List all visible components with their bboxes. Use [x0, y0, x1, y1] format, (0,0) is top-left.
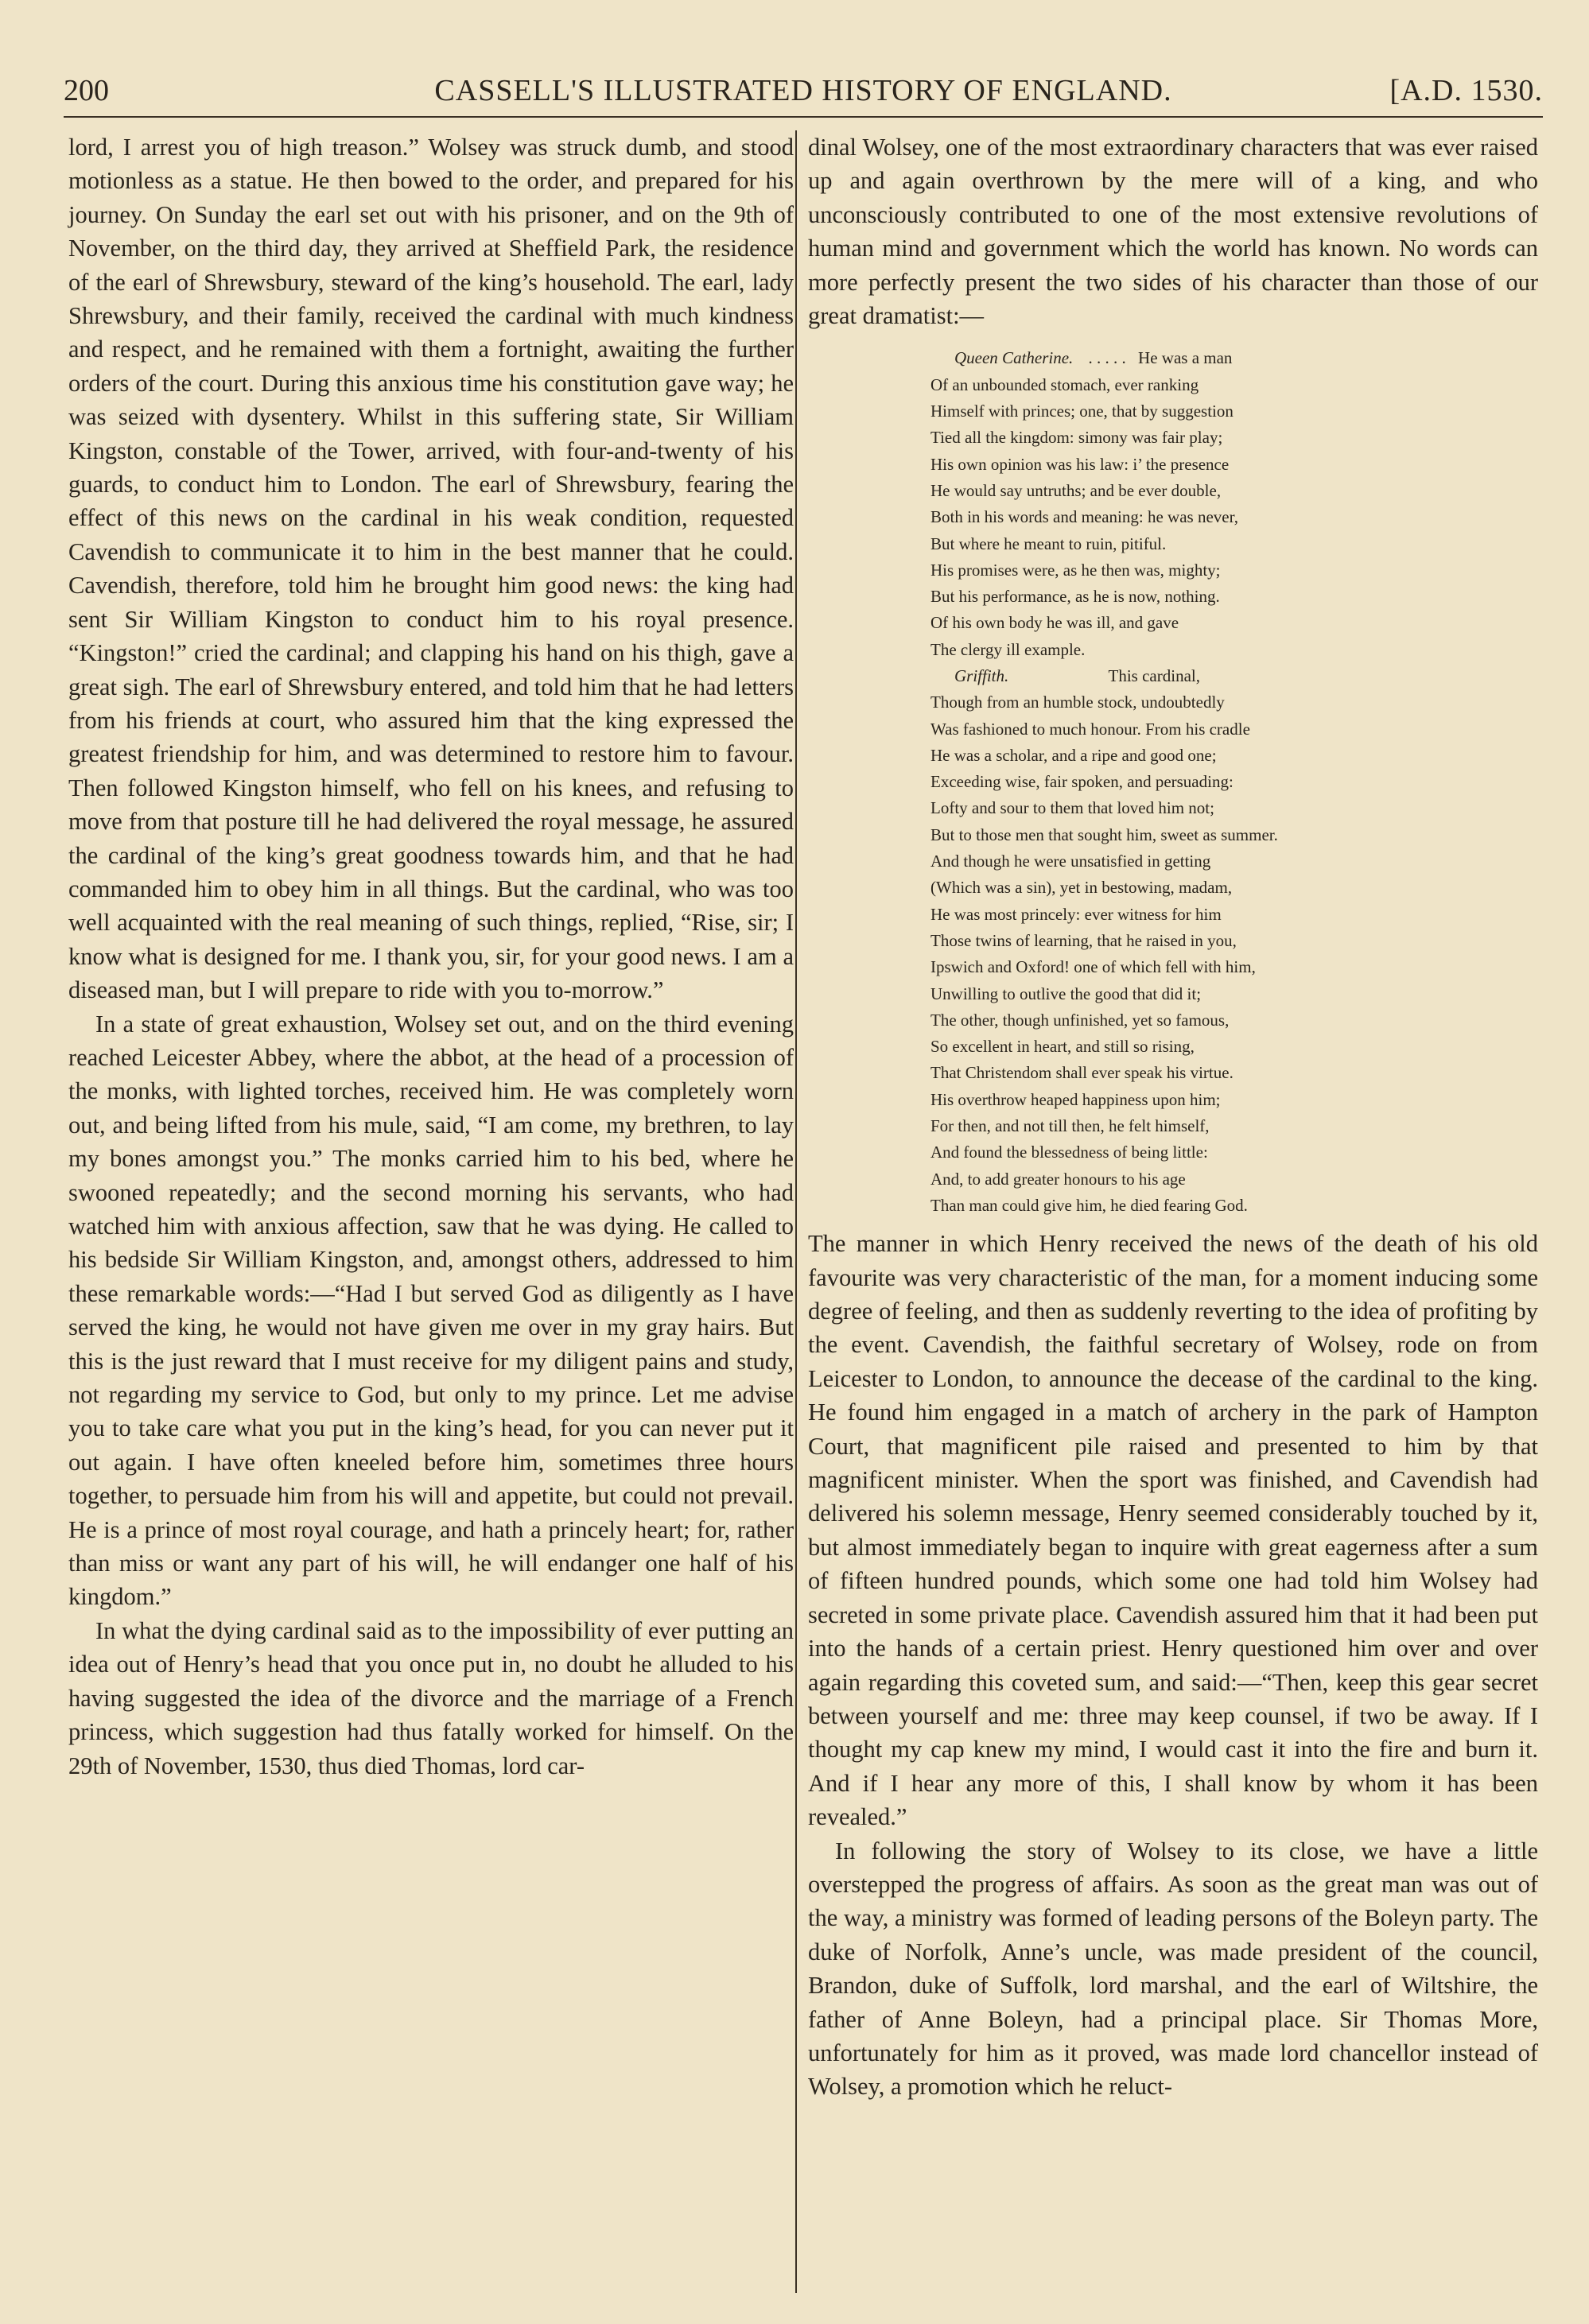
verse-line: Exceeding wise, fair spoken, and persuading:: [930, 772, 1234, 792]
right-column: [808, 130, 1538, 2104]
speaker-name: Queen Catherine.: [954, 348, 1074, 368]
verse-line: His overthrow heaped happiness upon him;: [930, 1089, 1221, 1109]
left-column: [68, 130, 794, 1783]
verse-line: So excellent in heart, and still so rising,: [930, 1037, 1195, 1057]
verse-line: Tied all the kingdom: simony was fair play;: [930, 428, 1223, 448]
verse-line: And found the blessedness of being little:: [930, 1143, 1208, 1162]
verse-line: Unwilling to outlive the good that did it;: [930, 984, 1202, 1003]
verse-speaker-line: [930, 663, 1538, 689]
verse-line: His promises were, as he then was, mighty;: [930, 560, 1221, 580]
verse-line: Of an unbounded stomach, ever ranking: [930, 374, 1199, 394]
verse-lines-griffith: [930, 689, 1538, 1219]
verse-line: Ipswich and Oxford! one of which fell with him,: [930, 957, 1256, 977]
speaker-dots: . . . . .: [1088, 348, 1126, 368]
page-header: [64, 73, 1543, 113]
header-rule: [64, 116, 1543, 118]
verse-line: Though from an humble stock, undoubtedly: [930, 693, 1225, 712]
verse-line: And, to add greater honours to his age: [930, 1169, 1186, 1189]
verse-line: But his performance, as he is now, nothing.: [930, 587, 1220, 607]
verse-line: His own opinion was his law: i’ the presence: [930, 454, 1230, 474]
verse-line: He would say untruths; and be ever double,: [930, 480, 1222, 500]
verse-line: Lofty and sour to them that loved him not;: [930, 798, 1214, 818]
running-title: CASSELL'S ILLUSTRATED HISTORY OF ENGLAND.: [434, 74, 1172, 107]
paragraph: In what the dying cardinal said as to the impossibility of ever putting an idea out of Henry’s head that you once put in, no doubt he alluded to his having suggested the idea of the divorce and the marriage of a French princess, which suggestion had thus fatally worked for himself. On the 29th of November, 1530, thus died Thomas, lord car-: [68, 1616, 794, 1779]
verse-line: He was most princely: ever witness for him: [930, 904, 1222, 924]
verse-line: Those twins of learning, that he raised in you,: [930, 930, 1237, 950]
column-rule: [795, 130, 797, 2293]
paragraph: lord, I arrest you of high treason.” Wolsey was struck dumb, and stood motionless as a statue. He then bowed to the order, and prepared for his journey. On Sunday the earl set out with his prisoner, and on the 9th of November, on the third day, they arrived at Sheffield Park, the residence of the earl of Shrewsbury, steward of the king’s household. The earl, lady Shrewsbury, and their family, received the cardinal with much kindness and respect, and he remained with them a fortnight, awaiting the further orders of the court. During this anxious time his constitution gave way; he was seized with dysentery. Whilst in this suffering state, Sir William Kingston, constable of the Tower, arrived, with four-and-twenty of his guards, to conduct him to London. The earl of Shrewsbury, fearing the effect of this news on the cardinal in his weak condition, requested Cavendish to communicate it to him in the best manner that he could. Cavendish, therefore, told him he brought him good news: the king had sent Sir William Kingston to conduct him to his royal presence. “Kingston!” cried the cardinal; and clapping his hand on his thigh, gave a great sigh. The earl of Shrewsbury entered, and told him that he had letters from his friends at court, who assured him that the king expressed the greatest friendship for him, and was determined to restore him to favour. Then followed Kingston himself, who fell on his knees, and refusing to move from that posture till he had delivered the royal message, he assured the cardinal of the king’s great goodness towards him, and that he had commanded him to obey him in all things. But the cardinal, who was too well acquainted with the real meaning of such things, replied, “Rise, sir; I know what is designed for me. I thank you, sir, for your good news. I am a diseased man, but I will prepare to ride with you to-morrow.”: [68, 134, 794, 1004]
header-date: [A.D. 1530.: [1389, 74, 1543, 107]
verse-line: But to those men that sought him, sweet as summer.: [930, 824, 1278, 844]
page-number: 200: [64, 74, 109, 107]
verse-line: That Christendom shall ever speak his virtue.: [930, 1063, 1234, 1083]
verse-line: The clergy ill example.: [930, 639, 1086, 659]
verse-line: (Which was a sin), yet in bestowing, madam,: [930, 878, 1233, 898]
verse-line: And though he were unsatisfied in getting: [930, 852, 1211, 871]
verse-lines-catherine: [930, 372, 1538, 663]
verse-quotation: [808, 345, 1538, 1219]
verse-line: For then, and not till then, he felt himself,: [930, 1116, 1210, 1136]
speaker-name: Griffith.: [954, 666, 1009, 685]
verse-line: Himself with princes; one, that by suggestion: [930, 402, 1234, 421]
paragraph: In a state of great exhaustion, Wolsey set out, and on the third evening reached Leicester Abbey, where the abbot, at the head of a procession of the monks, with lighted torches, received him. He was completely worn out, and being lifted from his mule, said, “I am come, my brethren, to lay my bones amongst you.” The monks carried him to his bed, where he swooned repeatedly; and the second morning his servants, who had watched him with anxious affection, saw that he was dying. He called to his bedside Sir William Kingston, and, amongst others, addressed to him these remarkable words:—“Had I but served God as diligently as I have served the king, he would not have given me over in my gray hairs. But this is the just reward that I must receive for my diligent pains and study, not regarding my service to God, but only to my prince. Let me advise you to take care what you put in the king’s head, for you can never put it out again. I have often kneeled before him, sometimes three hours together, to persuade him from his will and appetite, but could not prevail. He is a prince of most royal courage, and hath a princely heart; for, rather than miss or want any part of his will, he will endanger one half of his kingdom.”: [68, 1010, 794, 1611]
verse-speaker-line: [930, 345, 1538, 371]
verse-line: Than man could give him, he died fearing God.: [930, 1195, 1248, 1215]
verse-line: The other, though unfinished, yet so famous,: [930, 1010, 1230, 1030]
verse-line-text: This cardinal,: [1108, 666, 1200, 685]
paragraph: The manner in which Henry received the news of the death of his old favourite was very characteristic of the man, for a moment inducing some degree of feeling, and then as suddenly reverting to the idea of profiting by the event. Cavendish, the faithful secretary of Wolsey, rode on from Leicester to London, to announce the decease of the cardinal to the king. He found him engaged in a match of archery in the park of Hampton Court, that magnificent pile raised and presented to him by that magnificent minister. When the sport was finished, and Cavendish had delivered his solemn message, Henry seemed considerably touched by it, but almost immediately began to inquire with great eagerness after a sum of fifteen hundred pounds, which some one had told him Wolsey had secreted in some private place. Cavendish assured him that it had been put into the hands of a certain priest. Henry questioned him over and over again regarding this coveted sum, and said:—“Then, keep this gear secret between yourself and me: three may keep counsel, if two be away. If I thought my cap knew my mind, I would cast it into the fire and burn it. And if I hear any more of this, I shall know by whom it has been revealed.”: [808, 1230, 1538, 1831]
verse-line: Both in his words and meaning: he was never,: [930, 507, 1239, 527]
paragraph: In following the story of Wolsey to its close, we have a little overstepped the progress of affairs. As soon as the great man was out of the way, a ministry was formed of leading persons of the Boleyn party. The duke of Norfolk, Anne’s uncle, was made president of the council, Brandon, duke of Suffolk, lord marshal, and the earl of Wiltshire, the father of Anne Boleyn, had a principal place. Sir Thomas More, unfortunately for him as it proved, was made lord chancellor instead of Wolsey, a promotion which he reluct-: [808, 1837, 1538, 2101]
verse-line: But where he meant to ruin, pitiful.: [930, 533, 1167, 553]
verse-line-text: He was a man: [1138, 348, 1233, 368]
verse-line: Was fashioned to much honour. From his cradle: [930, 719, 1250, 739]
verse-line: Of his own body he was ill, and gave: [930, 613, 1179, 633]
paragraph: dinal Wolsey, one of the most extraordinary characters that was ever raised up and again overthrown by the mere will of a king, and who unconsciously contributed to one of the most extensive revolutions of human mind and government which the world has known. No words can more perfectly present the two sides of his character than those of our great dramatist:—: [808, 134, 1538, 330]
verse-line: He was a scholar, and a ripe and good one;: [930, 745, 1217, 765]
